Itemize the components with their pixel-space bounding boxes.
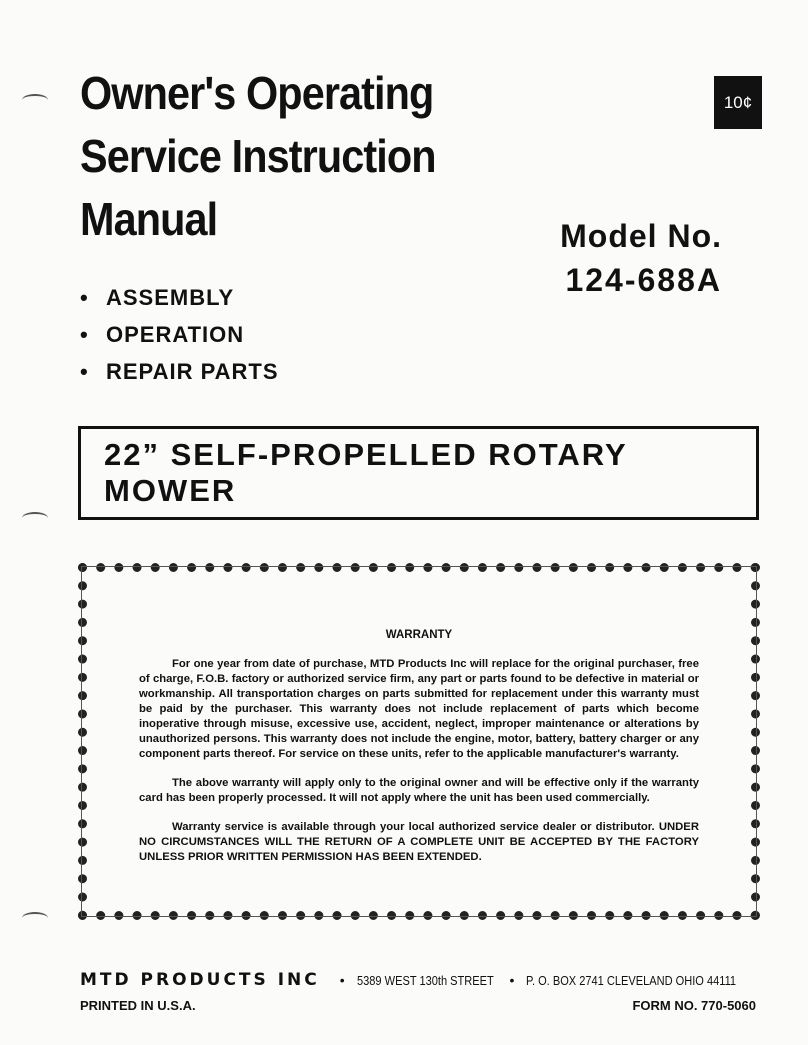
list-item: • OPERATION [80, 319, 279, 356]
title-line: Owner's Operating [80, 67, 434, 119]
model-number: 124-688A [565, 262, 722, 298]
bullet-separator: • [509, 972, 515, 988]
bullet-separator: • [339, 972, 345, 988]
warranty-paragraph: Warranty service is available through your local authorized service dealer or distributor. UNDER NO CIRCUMSTANCES WILL THE RETURN OF A COMPLETE UNIT BE ACCEPTED BY THE FACTORY UNLESS PRIOR WRITTEN PERMISSION HAS BEEN EXTENDED. [139, 821, 699, 863]
model-label: Model No. [560, 218, 722, 254]
warranty-paragraph: The above warranty will apply only to the original owner and will be effective only if the warranty card has been properly processed. It will not apply where the unit has been used commercially. [139, 777, 699, 804]
warranty-paragraph: For one year from date of purchase, MTD Products Inc will replace for the original purchaser, free of charge, F.O.B. factory or authorized service firm, any part or parts found to be defective in material or workmanship. All transportation charges on parts submitted for replacement under this warranty must be paid by the purchaser. This warranty does not include replacement of parts which become inoperative through misuse, excessive use, accident, neglect, improper maintenance or alterations by unauthorized persons. This warranty does not include the engine, motor, battery, battery charger or any component parts thereof. For service on these units, refer to the applicable manufacturer's warranty. [139, 658, 699, 760]
manual-title [80, 62, 436, 251]
title-line: Manual [80, 193, 218, 245]
form-number: FORM NO. 770-5060 [632, 998, 756, 1013]
margin-mark [22, 94, 48, 106]
product-title: 22” SELF-PROPELLED ROTARY MOWER [104, 437, 628, 508]
contents-list [80, 282, 279, 393]
list-item: • REPAIR PARTS [80, 356, 279, 393]
price-badge: 10¢ [714, 76, 762, 129]
model-block [547, 214, 722, 302]
margin-mark [22, 912, 48, 924]
po-box-address: P. O. BOX 2741 CLEVELAND OHIO 44111 [526, 973, 737, 988]
margin-mark [22, 512, 48, 524]
company-name: MTD PRODUCTS INC [80, 970, 320, 990]
list-item: • ASSEMBLY [80, 282, 279, 319]
title-line: Service Instruction [80, 130, 436, 182]
street-address: 5389 WEST 130th STREET [356, 973, 494, 988]
warranty-box [78, 563, 760, 920]
warranty-heading: WARRANTY [385, 629, 453, 641]
company-footer [80, 970, 770, 990]
printed-in: PRINTED IN U.S.A. [80, 998, 196, 1013]
product-title-box [78, 426, 759, 520]
